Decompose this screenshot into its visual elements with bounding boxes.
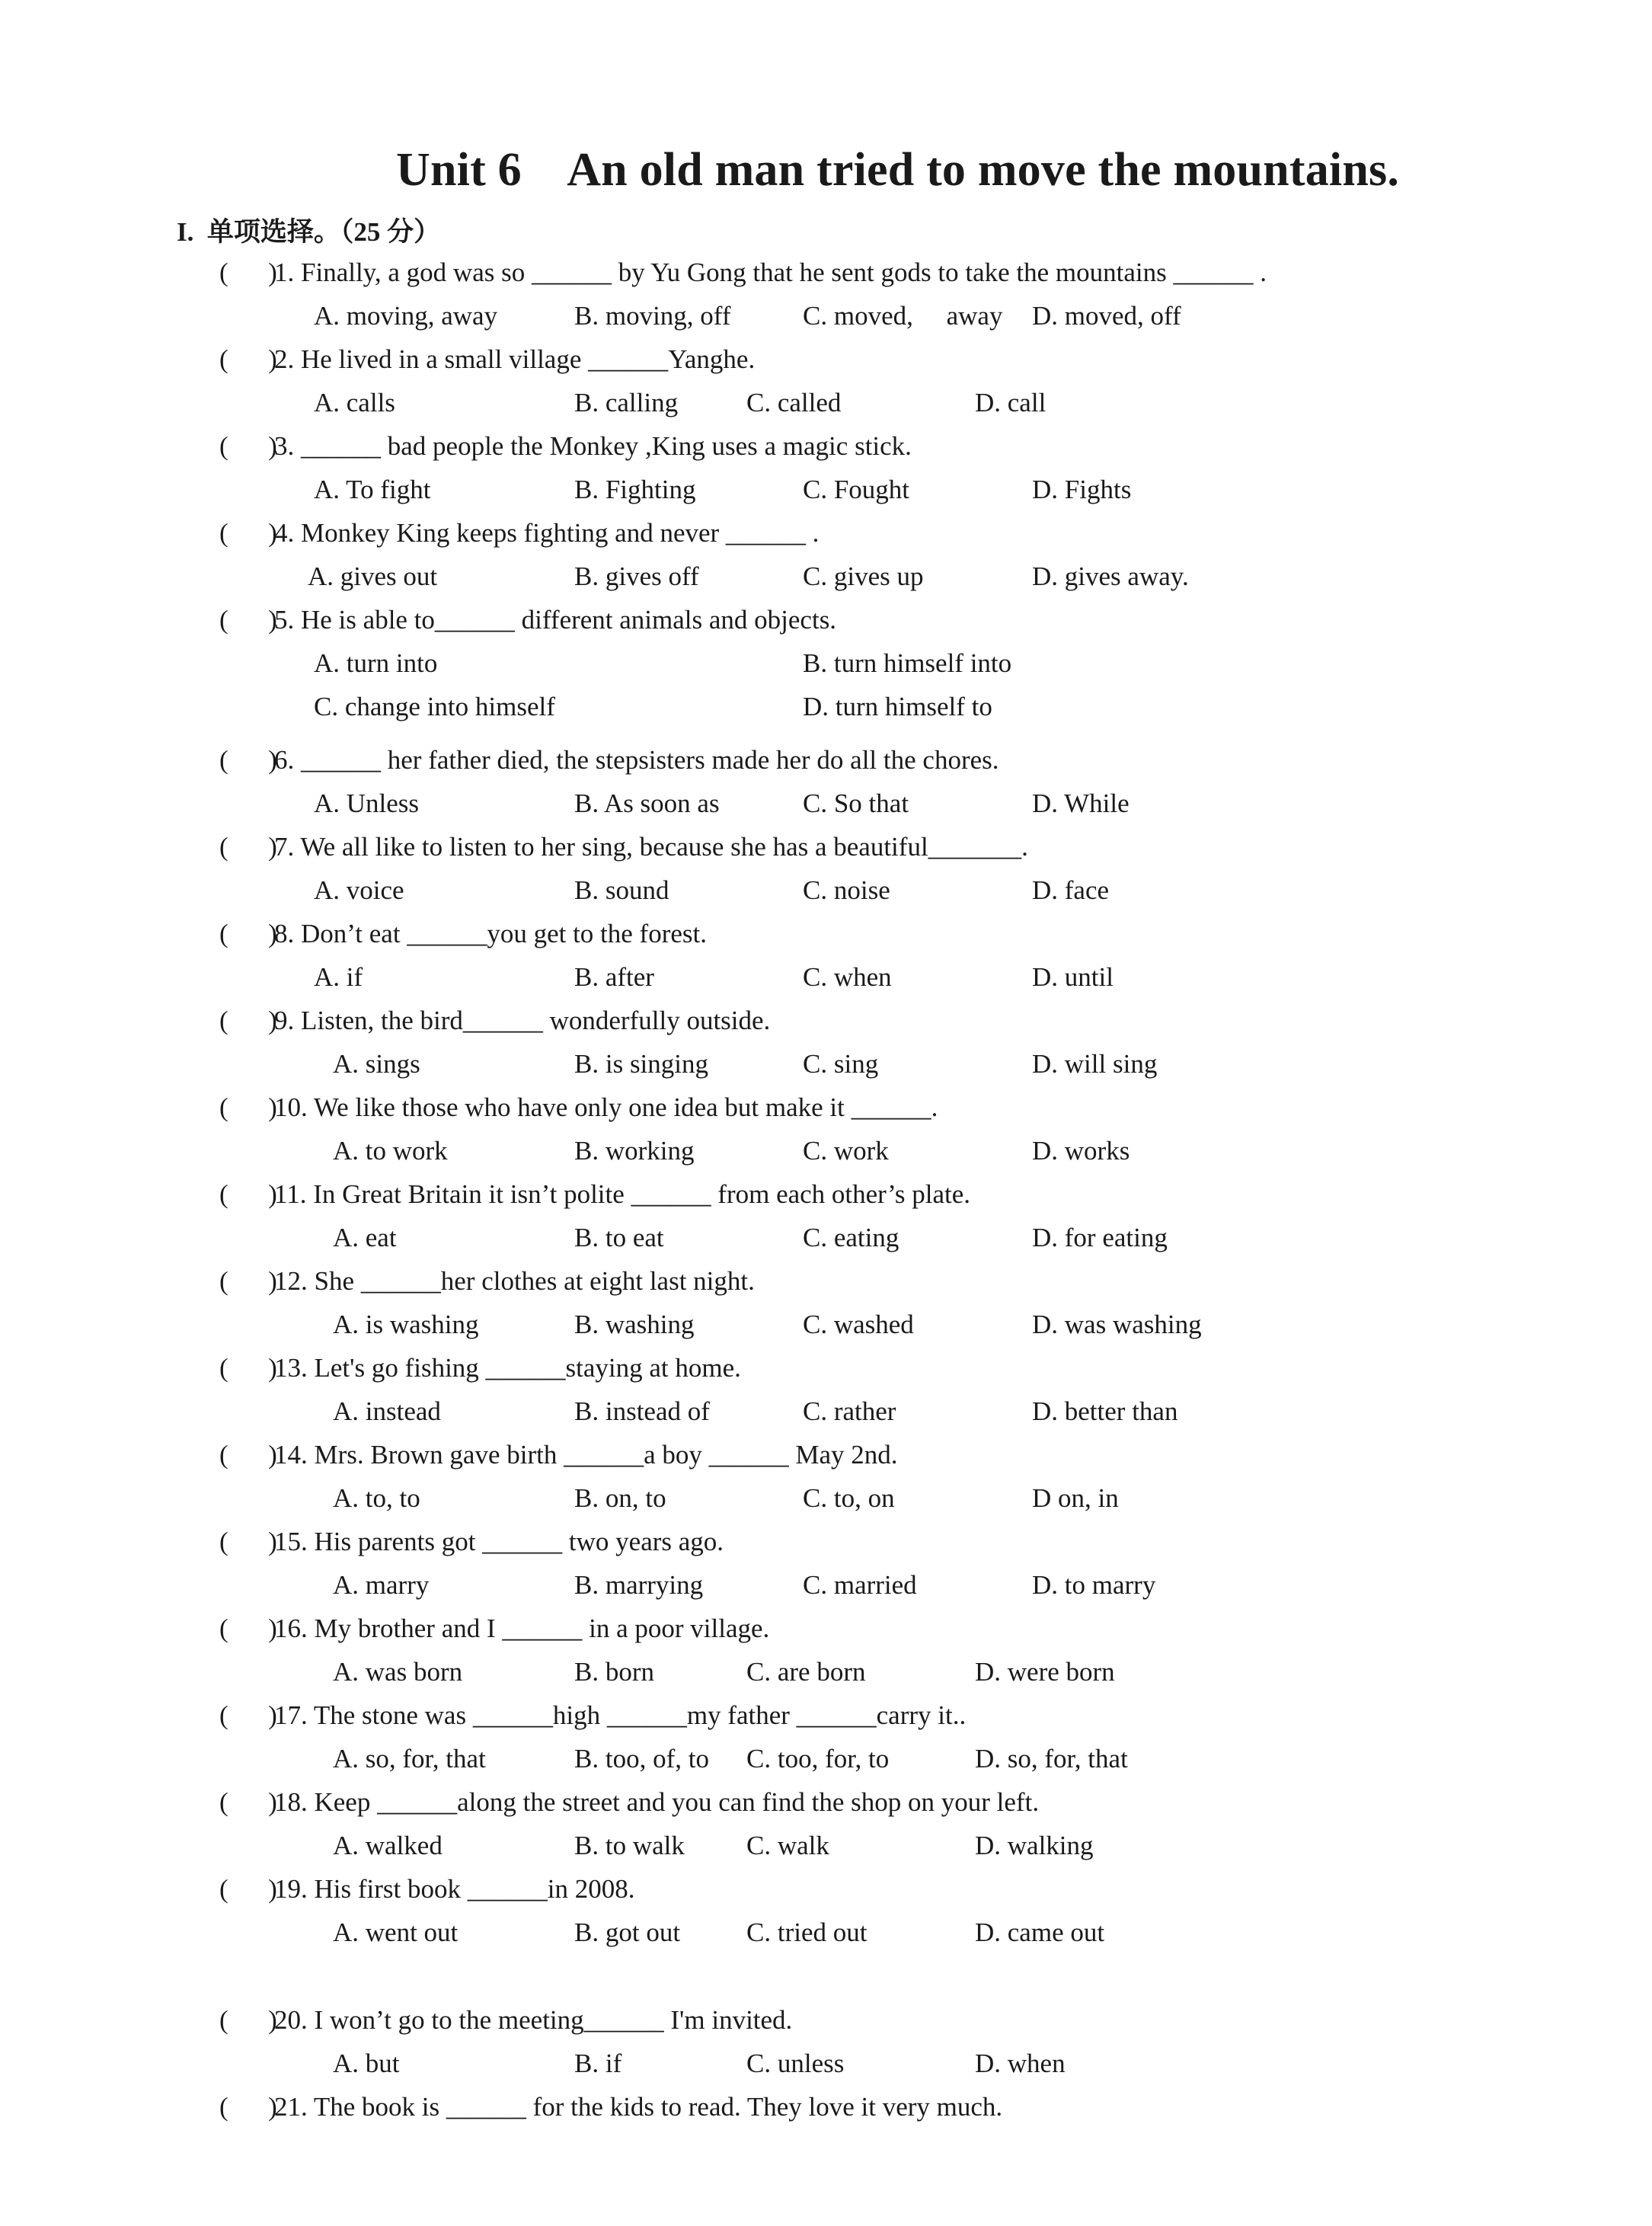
answer-blank: ( ) (219, 1700, 277, 1730)
option-a: A. eat (333, 1223, 397, 1252)
option-c: C. Fought (803, 475, 910, 504)
option-a: A. so, for, that (333, 1744, 486, 1773)
option-b: B. marrying (574, 1570, 704, 1600)
option-a: A. was born (333, 1657, 463, 1687)
option-c: C. gives up (803, 561, 924, 591)
answer-blank: ( ) (219, 518, 277, 548)
question-text: 2. He lived in a small village ______Yanghe. (274, 344, 756, 374)
option-b: B. after (574, 962, 654, 992)
answer-blank: ( ) (219, 1179, 277, 1209)
question-text: 8. Don’t eat ______you get to the forest. (274, 919, 707, 948)
option-a: A. calls (314, 388, 395, 417)
option-d: D. will sing (1032, 1049, 1158, 1079)
question-text: 14. Mrs. Brown gave birth ______a boy ______ May 2nd. (274, 1440, 898, 1470)
option-d: D. until (1032, 962, 1114, 992)
option-c: C. when (803, 962, 892, 992)
option-a: A. is washing (333, 1310, 479, 1339)
answer-blank: ( ) (219, 1874, 277, 1904)
question-text: 15. His parents got ______ two years ago. (274, 1527, 724, 1556)
option-a: A. to, to (333, 1483, 420, 1513)
option-d: D. was washing (1032, 1310, 1202, 1339)
question-text: 12. She ______her clothes at eight last night. (274, 1266, 755, 1296)
option-c: C. called (746, 388, 842, 417)
option-b: B. calling (574, 388, 679, 417)
answer-blank: ( ) (219, 1527, 277, 1556)
option-c: C. eating (803, 1223, 899, 1252)
option-d: D. came out (975, 1917, 1105, 1947)
option-b: B. moving, off (574, 301, 731, 331)
section-heading: I. 单项选择。（25 分） (177, 217, 441, 247)
option-b: B. born (574, 1657, 654, 1687)
question-text: 17. The stone was ______high ______my father ______carry it.. (274, 1700, 967, 1730)
option-c: C. tried out (746, 1917, 868, 1947)
option-b: B. got out (574, 1917, 681, 1947)
option-c: C. moved, away (803, 301, 1003, 331)
option-b: B. sound (574, 875, 669, 905)
question-text: 16. My brother and I ______ in a poor village. (274, 1614, 770, 1643)
option-d: D on, in (1032, 1483, 1119, 1513)
option-b: B. Fighting (574, 475, 696, 504)
question-text: 11. In Great Britain it isn’t polite ______ from each other’s plate. (274, 1179, 970, 1209)
question-text: 4. Monkey King keeps fighting and never ______ . (274, 518, 820, 548)
option-a: A. moving, away (314, 301, 498, 331)
option-a: A. if (314, 962, 363, 992)
option-d: D. walking (975, 1831, 1094, 1860)
answer-blank: ( ) (219, 605, 277, 635)
question-text: 5. He is able to______ different animals and objects. (274, 605, 837, 635)
option-b: B. is singing (574, 1049, 709, 1079)
option-d: D. when (975, 2048, 1066, 2078)
answer-blank: ( ) (219, 1006, 277, 1035)
option-b: B. instead of (574, 1396, 710, 1426)
option-a: A. turn into (314, 648, 438, 678)
question-text: 10. We like those who have only one idea but make it ______. (274, 1092, 938, 1122)
question-text: 1. Finally, a god was so ______ by Yu Gong that he sent gods to take the mountains ______ . (274, 257, 1267, 287)
answer-blank: ( ) (219, 257, 277, 287)
option-b: B. gives off (574, 561, 699, 591)
option-a: A. walked (333, 1831, 443, 1860)
question-text: 3. ______ bad people the Monkey ,King uses a magic stick. (274, 431, 912, 461)
option-c: C. married (803, 1570, 917, 1600)
answer-blank: ( ) (219, 1787, 277, 1817)
option-a: A. but (333, 2048, 400, 2078)
option-a: A. To fight (314, 475, 431, 504)
option-d: D. moved, off (1032, 301, 1181, 331)
option-d: D. better than (1032, 1396, 1178, 1426)
option-a: A. sings (333, 1049, 420, 1079)
option-d: D. for eating (1032, 1223, 1168, 1252)
option-c: C. are born (746, 1657, 866, 1687)
option-d: D. works (1032, 1136, 1130, 1166)
option-d: D. were born (975, 1657, 1115, 1687)
option-c: C. sing (803, 1049, 879, 1079)
option-b: B. to eat (574, 1223, 664, 1252)
option-b: B. if (574, 2048, 622, 2078)
question-text: 9. Listen, the bird______ wonderfully outside. (274, 1006, 771, 1035)
answer-blank: ( ) (219, 1440, 277, 1470)
option-c: C. work (803, 1136, 889, 1166)
option-b: B. As soon as (574, 788, 720, 818)
option-a: A. to work (333, 1136, 448, 1166)
question-text: 13. Let's go fishing ______staying at home. (274, 1353, 741, 1383)
question-text: 21. The book is ______ for the kids to read. They love it very much. (274, 2092, 1003, 2122)
question-text: 7. We all like to listen to her sing, because she has a beautiful_______. (274, 832, 1028, 862)
option-c: C. washed (803, 1310, 914, 1339)
answer-blank: ( ) (219, 1266, 277, 1296)
option-d: D. gives away. (1032, 561, 1189, 591)
option-b: B. to walk (574, 1831, 685, 1860)
answer-blank: ( ) (219, 919, 277, 948)
option-d: D. call (975, 388, 1046, 417)
answer-blank: ( ) (219, 2092, 277, 2122)
answer-blank: ( ) (219, 745, 277, 775)
option-c: C. change into himself (314, 692, 555, 721)
answer-blank: ( ) (219, 2005, 277, 2035)
option-d: D. turn himself to (803, 692, 992, 721)
option-c: C. walk (746, 1831, 829, 1860)
option-c: C. So that (803, 788, 909, 818)
option-d: D. so, for, that (975, 1744, 1128, 1773)
question-text: 20. I won’t go to the meeting______ I'm invited. (274, 2005, 793, 2035)
option-c: C. rather (803, 1396, 896, 1426)
question-text: 6. ______ her father died, the stepsisters made her do all the chores. (274, 745, 999, 775)
page-title: Unit 6 An old man tried to move the mountains. (396, 144, 1400, 196)
option-b: B. on, to (574, 1483, 666, 1513)
answer-blank: ( ) (219, 431, 277, 461)
option-b: B. washing (574, 1310, 695, 1339)
option-a: A. went out (333, 1917, 459, 1947)
answer-blank: ( ) (219, 832, 277, 862)
option-a: A. gives out (308, 561, 438, 591)
option-b: B. too, of, to (574, 1744, 709, 1773)
option-c: C. unless (746, 2048, 845, 2078)
option-b: B. working (574, 1136, 695, 1166)
answer-blank: ( ) (219, 1092, 277, 1122)
option-d: D. Fights (1032, 475, 1132, 504)
option-b: B. turn himself into (803, 648, 1012, 678)
question-text: 19. His first book ______in 2008. (274, 1874, 635, 1904)
option-c: C. to, on (803, 1483, 895, 1513)
option-c: C. noise (803, 875, 890, 905)
option-d: D. to marry (1032, 1570, 1156, 1600)
answer-blank: ( ) (219, 1614, 277, 1643)
option-a: A. marry (333, 1570, 430, 1600)
option-a: A. voice (314, 875, 404, 905)
option-a: A. Unless (314, 788, 420, 818)
option-d: D. While (1032, 788, 1130, 818)
option-c: C. too, for, to (746, 1744, 890, 1773)
option-d: D. face (1032, 875, 1110, 905)
option-a: A. instead (333, 1396, 441, 1426)
answer-blank: ( ) (219, 1353, 277, 1383)
answer-blank: ( ) (219, 344, 277, 374)
question-text: 18. Keep ______along the street and you can find the shop on your left. (274, 1787, 1040, 1817)
